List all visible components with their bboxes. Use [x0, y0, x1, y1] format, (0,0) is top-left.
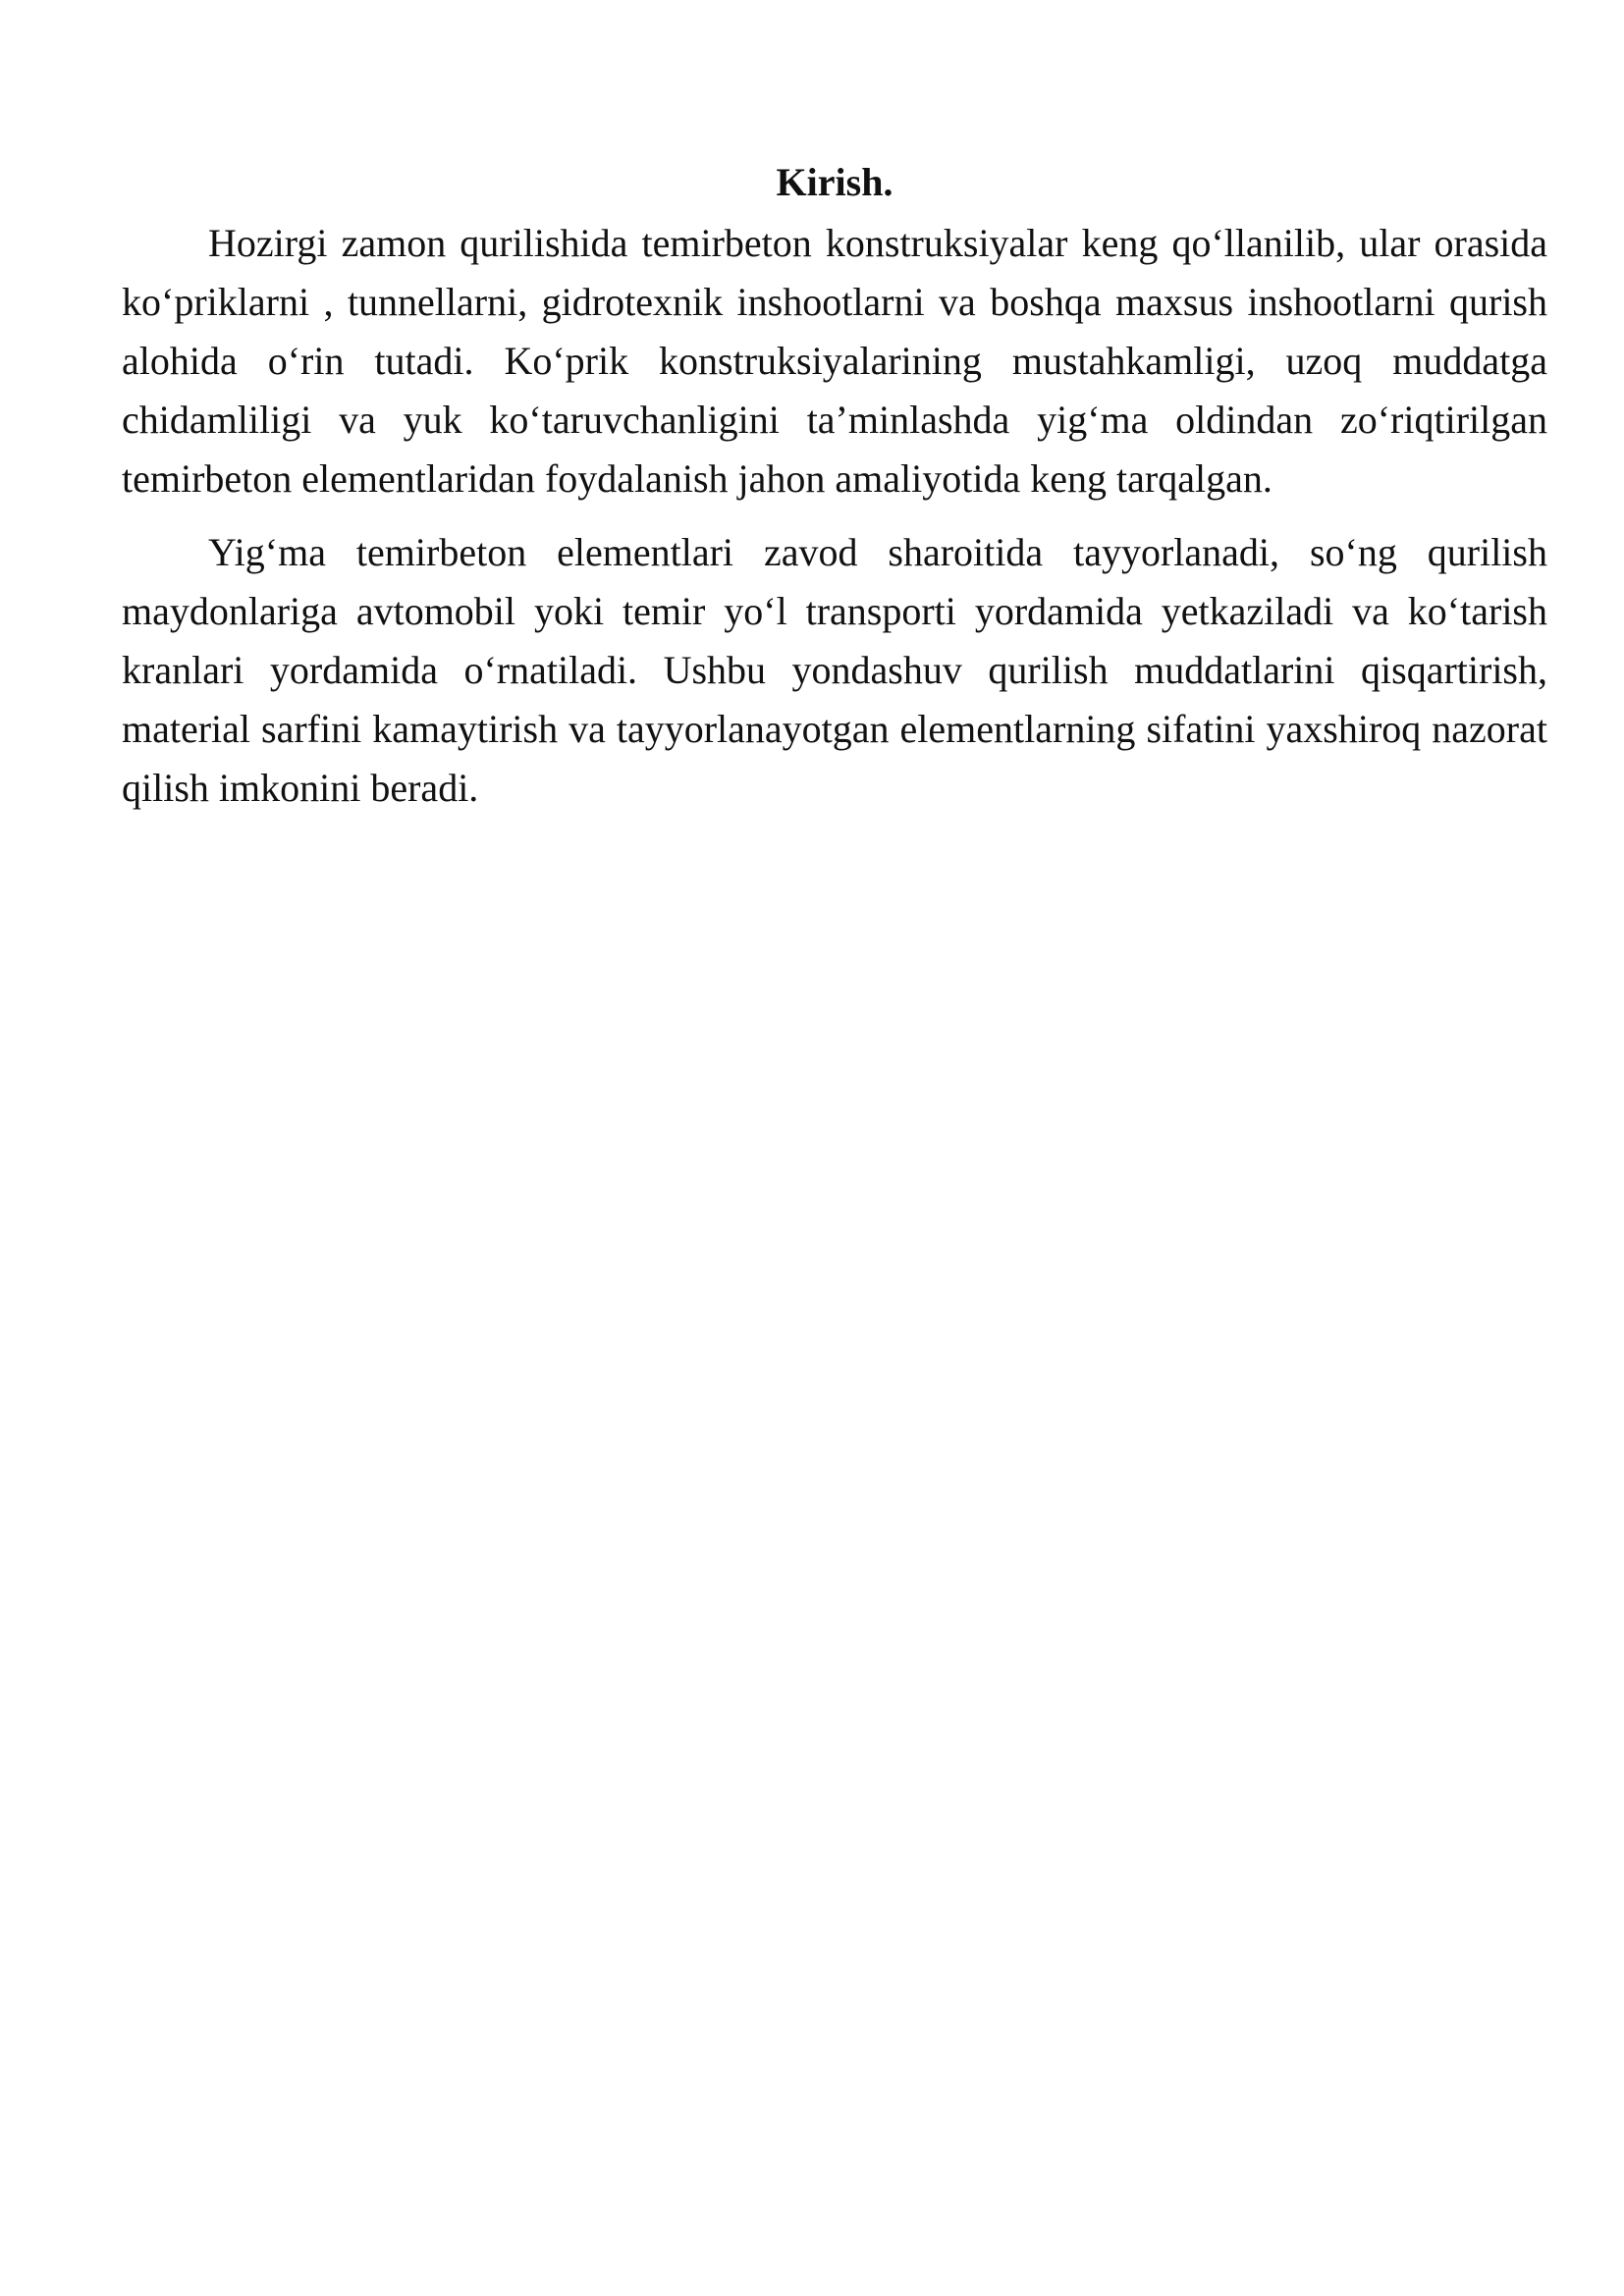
- section-heading: Kirish.: [776, 160, 893, 204]
- paragraph-1: Hozirgi zamon qurilishida temirbeton konstruksiyalar keng qo‘llanilib, ular orasida ko‘priklarni , tunnellarni, gidrotexnik inshootlarni va boshqa maxsus inshootlarni qurish alohida o‘rin tutadi. Ko‘prik konstruksiyalarining mustahkamligi, uzoq muddatga chidamliligi va yuk ko‘taruvchanligini ta’minlashda yig‘ma oldindan zo‘riqtirilgan temirbeton elementlaridan foydalanish jahon amaliyotida keng tarqalgan.: [122, 221, 1547, 501]
- paragraph-2: Yig‘ma temirbeton elementlari zavod sharoitida tayyorlanadi, so‘ng qurilish maydonlariga avtomobil yoki temir yo‘l transporti yordamida yetkaziladi va ko‘tarish kranlari yordamida o‘rnatiladi. Ushbu yondashuv qurilish muddatlarini qisqartirish, material sarfini kamaytirish va tayyorlanayotgan elementlarning sifatini yaxshiroq nazorat qilish imkonini beradi.: [122, 530, 1547, 810]
- document-body: [122, 153, 1547, 818]
